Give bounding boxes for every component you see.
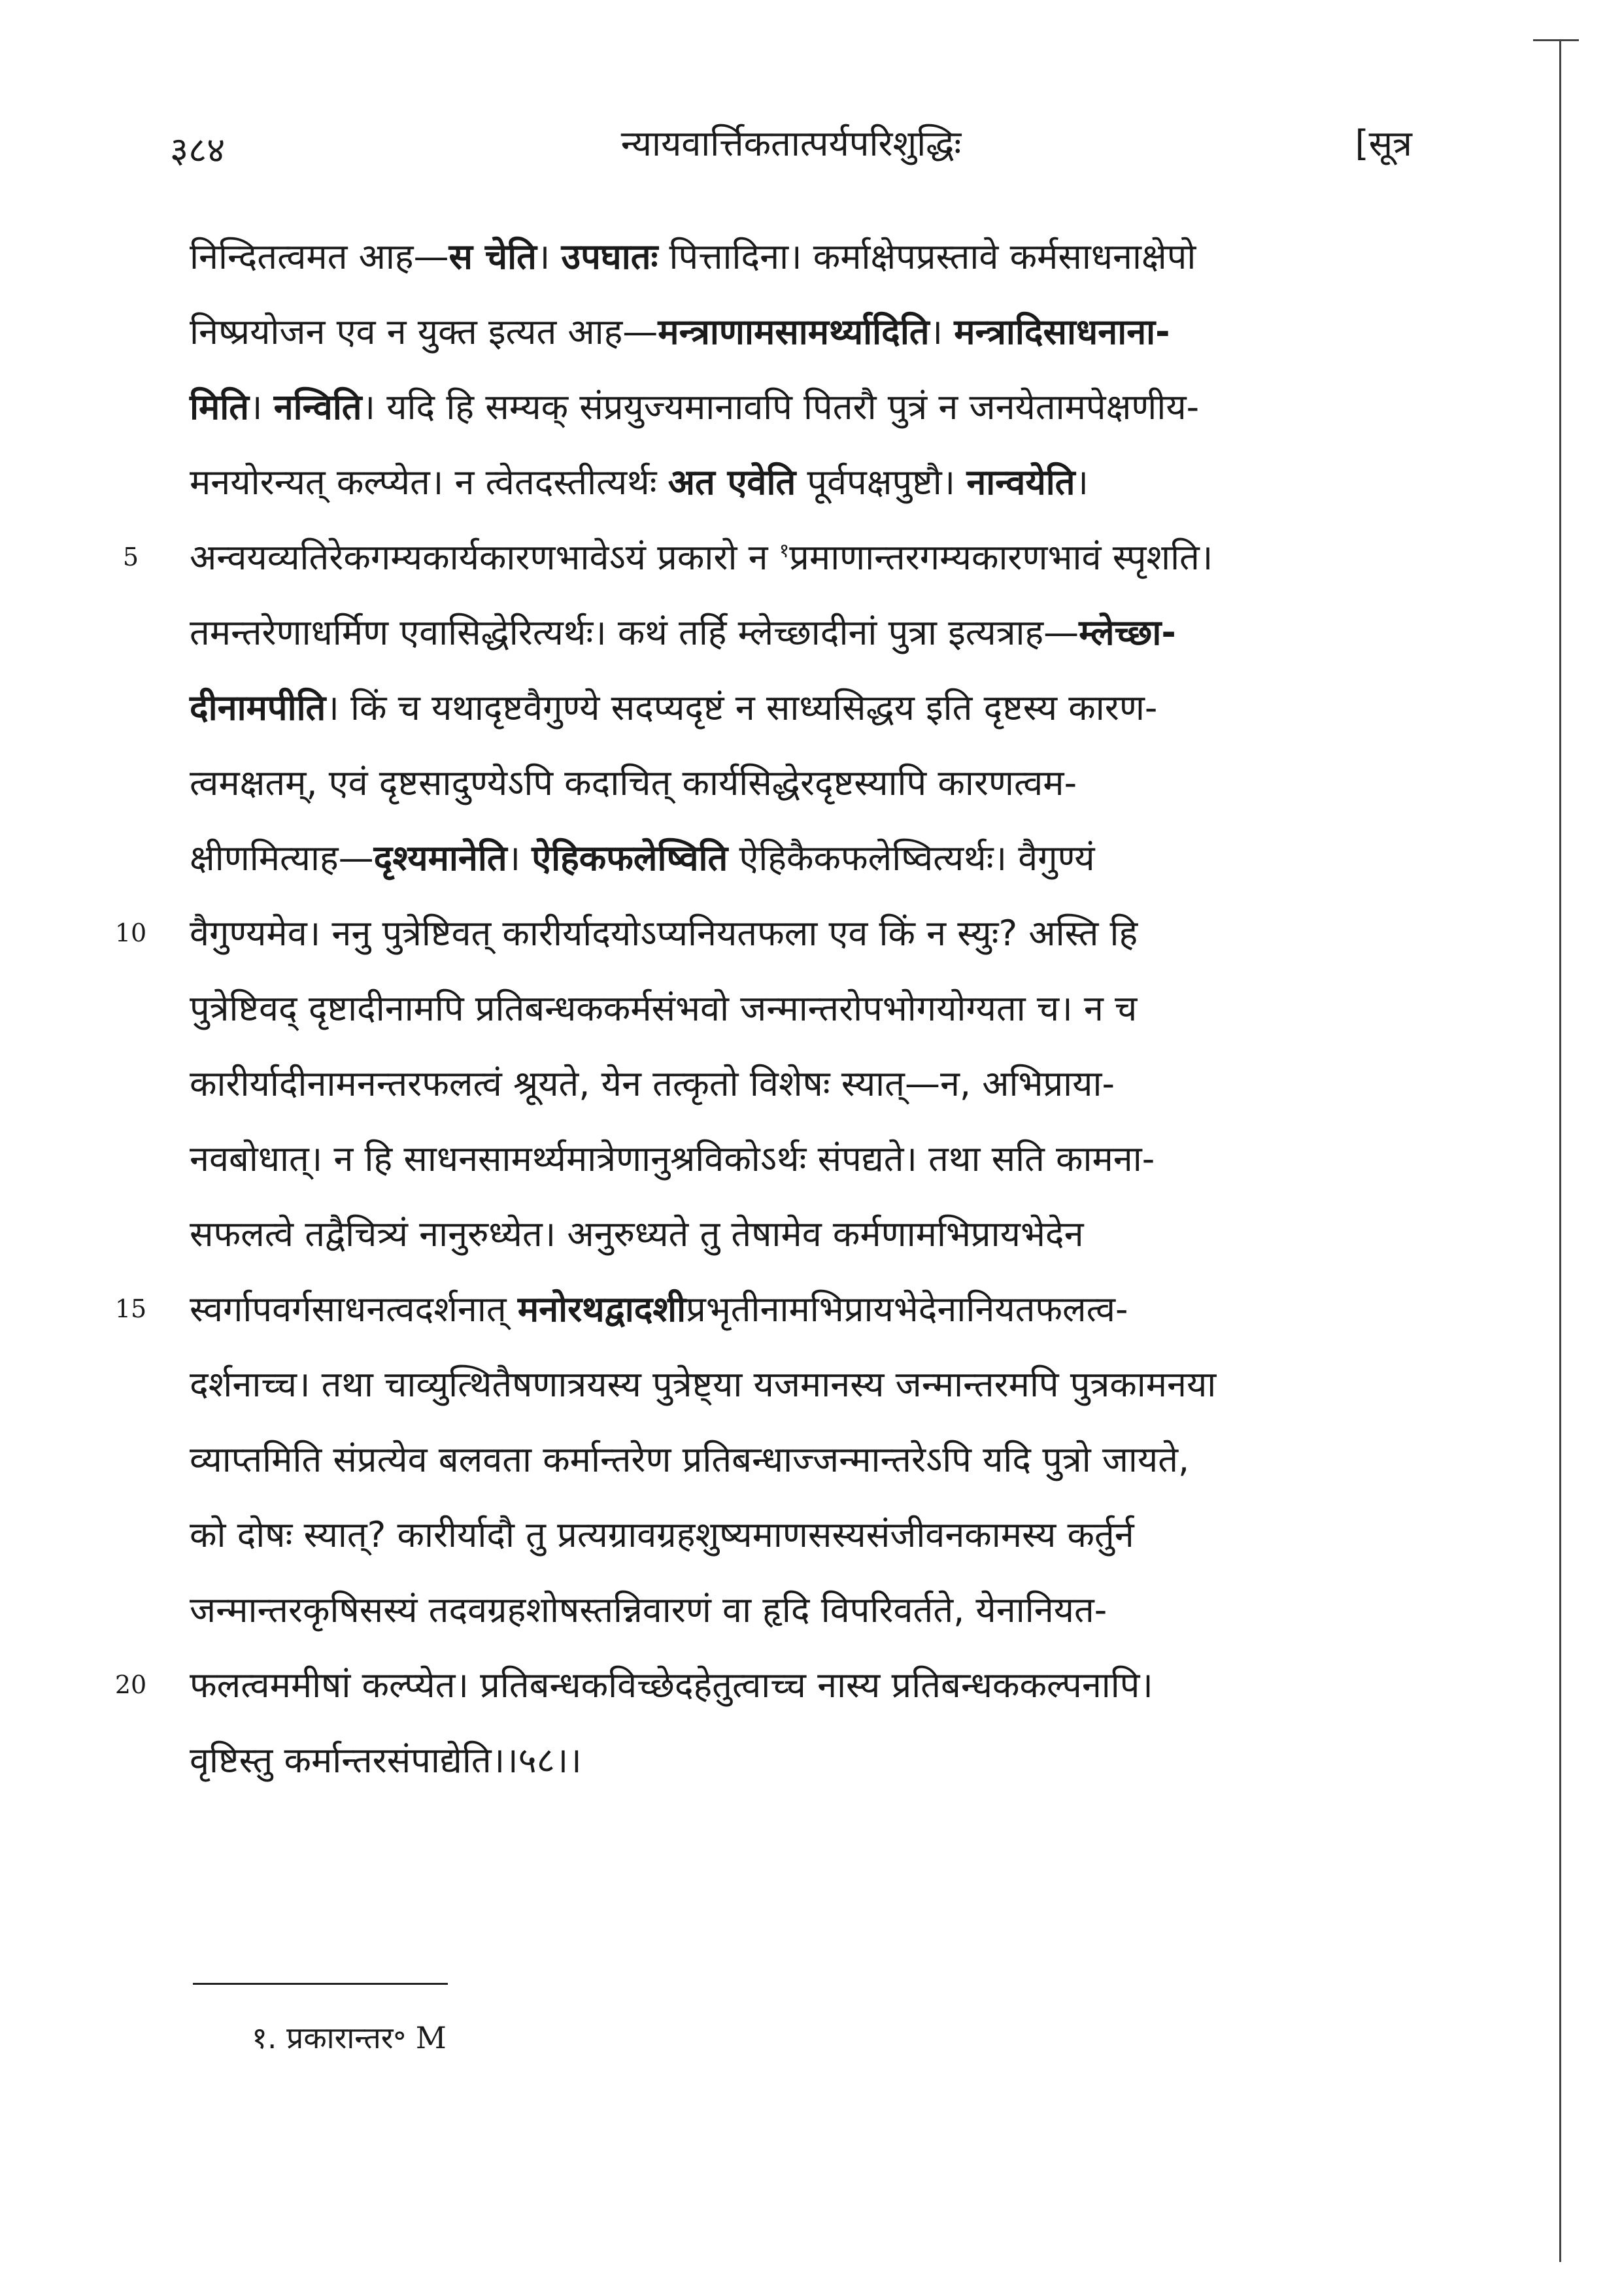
text-line bbox=[190, 595, 1412, 670]
text-line bbox=[190, 294, 1412, 369]
running-title: न्यायवार्त्तिकतात्पर्यपरिशुद्धिः bbox=[620, 123, 962, 164]
bold-lemma: मन्त्रादिसाधनाना- bbox=[954, 311, 1170, 352]
text-segment: प्रभृतीनामभिप्रायभेदेनानियतफलत्व- bbox=[686, 1289, 1128, 1330]
text-line bbox=[122, 520, 1412, 595]
text-line bbox=[190, 369, 1412, 445]
text-segment: दर्शनाच्च। तथा चाव्युत्थितैषणात्रयस्य पुत्रेष्ट्या यजमानस्य जन्मान्तरमपि पुत्रकामनया bbox=[190, 1364, 1217, 1405]
text-segment: पुत्रेष्टिवद् दृष्टादीनामपि प्रतिबन्धककर्मसंभवो जन्मान्तरोपभोगयोग्यता च। न च bbox=[190, 988, 1138, 1029]
footnote-rule bbox=[193, 1983, 448, 1985]
bold-lemma: नान्वयेति bbox=[966, 462, 1075, 503]
text-line bbox=[190, 971, 1412, 1046]
text-line bbox=[114, 1647, 1412, 1723]
text-segment: सफलत्वे तद्वैचित्र्यं नानुरुध्येत। अनुरुध्यते तु तेषामेव कर्मणामभिप्रायभेदेन bbox=[190, 1213, 1084, 1255]
text-segment: व्याप्तमिति संप्रत्येव बलवता कर्मान्तरेण प्रतिबन्धाज्जन्मान्तरेऽपि यदि पुत्रो जायते, bbox=[190, 1439, 1190, 1480]
bold-lemma: मन्त्राणामसामर्थ्यादिति bbox=[658, 311, 930, 352]
text-segment: प्रमाणान्तरगम्यकारणभावं स्पृशति। bbox=[789, 537, 1213, 578]
bold-lemma: स चेति bbox=[448, 236, 537, 277]
margin-rule bbox=[1559, 39, 1561, 2262]
line-number: 5 bbox=[122, 543, 139, 571]
text-segment: फलत्वममीषां कल्प्येत। प्रतिबन्धकविच्छेदहेतुत्वाच्च नास्य प्रतिबन्धककल्पनापि। bbox=[190, 1664, 1153, 1706]
text-line bbox=[190, 1572, 1412, 1647]
line-number: 20 bbox=[114, 1670, 147, 1699]
bold-lemma: अत एवेति bbox=[667, 462, 796, 503]
text-segment: क्षीणमित्याह— bbox=[190, 837, 374, 879]
text-segment: अन्वयव्यतिरेकगम्यकार्यकारणभावेऽयं प्रकारो न bbox=[190, 537, 779, 578]
section-mark: [सूत्र bbox=[1355, 123, 1412, 164]
footnote bbox=[252, 2017, 447, 2057]
text-segment: जन्मान्तरकृषिसस्यं तदवग्रहशोषस्तन्निवारणं वा हृदि विपरिवर्तते, येनानियत- bbox=[190, 1589, 1107, 1630]
text-segment: पूर्वपक्षपुष्टौ। bbox=[796, 462, 967, 503]
text-segment: । यदि हि सम्यक् संप्रयुज्यमानावपि पितरौ पुत्रं न जनयेतामपेक्षणीय- bbox=[362, 386, 1200, 428]
text-segment: स्वर्गापवर्गसाधनत्वदर्शनात् bbox=[190, 1289, 518, 1330]
page-number: ३८४ bbox=[170, 129, 226, 171]
text-line bbox=[190, 1196, 1412, 1272]
text-line bbox=[190, 745, 1412, 820]
text-segment: तमन्तरेणाधर्मिण एवासिद्धेरित्यर्थः। कथं तर्हि म्लेच्छादीनां पुत्रा इत्यत्राह— bbox=[190, 612, 1079, 653]
text-line bbox=[190, 820, 1412, 896]
text-line bbox=[190, 219, 1412, 294]
text-segment: नवबोधात्। न हि साधनसामर्थ्यमात्रेणानुश्रविकोऽर्थः संपद्यते। तथा सति कामना- bbox=[190, 1138, 1155, 1179]
bold-lemma: मनोरथद्वादशी bbox=[517, 1289, 686, 1330]
text-line bbox=[190, 1046, 1412, 1121]
text-segment: पित्तादिना। कर्माक्षेपप्रस्तावे कर्मसाधनाक्षेपो bbox=[658, 236, 1196, 277]
line-number: 10 bbox=[114, 919, 147, 947]
text-segment: को दोषः स्यात्? कारीर्यादौ तु प्रत्यग्रावग्रहशुष्यमाणसस्यसंजीवनकामस्य कर्तुर्न bbox=[190, 1514, 1134, 1555]
bold-lemma: म्लेच्छा- bbox=[1079, 612, 1176, 653]
margin-tick bbox=[1533, 39, 1579, 41]
text-line bbox=[190, 1497, 1412, 1572]
text-segment: त्वमक्षतम्, एवं दृष्टसादुण्येऽपि कदाचित् कार्यसिद्धेरदृष्टस्यापि कारणत्वम- bbox=[190, 762, 1077, 803]
text-segment: कारीर्यादीनामनन्तरफलत्वं श्रूयते, येन तत्कृतो विशेषः स्यात्—न, अभिप्राया- bbox=[190, 1063, 1115, 1104]
bold-lemma: ऐहिकफलेष्विति bbox=[532, 837, 728, 879]
footnote-ref: १ bbox=[779, 539, 790, 562]
footnote-source: M bbox=[415, 2020, 447, 2055]
bold-lemma: नन्विति bbox=[273, 386, 362, 428]
page-header bbox=[170, 118, 1412, 170]
text-line bbox=[190, 1422, 1412, 1497]
text-segment: निन्दितत्वमत आह— bbox=[190, 236, 449, 277]
text-line bbox=[114, 1272, 1412, 1347]
text-line bbox=[190, 445, 1412, 520]
bold-lemma: उपघातः bbox=[561, 236, 658, 277]
text-line bbox=[114, 896, 1412, 971]
text-segment: । किं च यथादृष्टवैगुण्ये सदप्यदृष्टं न साध्यसिद्धय इति दृष्टस्य कारण- bbox=[326, 687, 1158, 728]
text-segment: । bbox=[249, 386, 274, 428]
text-line bbox=[190, 1723, 1412, 1798]
text-segment: मनयोरन्यत् कल्प्येत। न त्वेतदस्तीत्यर्थः bbox=[190, 462, 668, 503]
line-number: 15 bbox=[114, 1294, 147, 1323]
bold-lemma: दृश्यमानेति bbox=[373, 837, 507, 879]
footnote-marker: १. प्रकारान्तर॰ bbox=[252, 2020, 407, 2055]
text-line bbox=[190, 1347, 1412, 1422]
text-segment: ऐहिकैकफलेष्वित्यर्थः। वैगुण्यं bbox=[728, 837, 1095, 879]
body-text bbox=[114, 219, 1412, 1798]
text-segment: । bbox=[536, 236, 562, 277]
text-segment: निष्प्रयोजन एव न युक्त इत्यत आह— bbox=[190, 311, 658, 352]
text-segment: । bbox=[507, 837, 532, 879]
bold-lemma: दीनामपीति bbox=[190, 687, 326, 728]
text-segment: । bbox=[1075, 462, 1089, 503]
text-line bbox=[190, 670, 1412, 745]
text-segment: । bbox=[929, 311, 955, 352]
bold-lemma: मिति bbox=[190, 386, 250, 428]
text-segment: वैगुण्यमेव। ननु पुत्रेष्टिवत् कारीर्यादयोऽप्यनियतफला एव किं न स्युः? अस्ति हि bbox=[190, 913, 1138, 954]
text-line bbox=[190, 1121, 1412, 1196]
text-segment: वृष्टिस्तु कर्मान्तरसंपाद्येति।।५८।। bbox=[190, 1740, 582, 1781]
